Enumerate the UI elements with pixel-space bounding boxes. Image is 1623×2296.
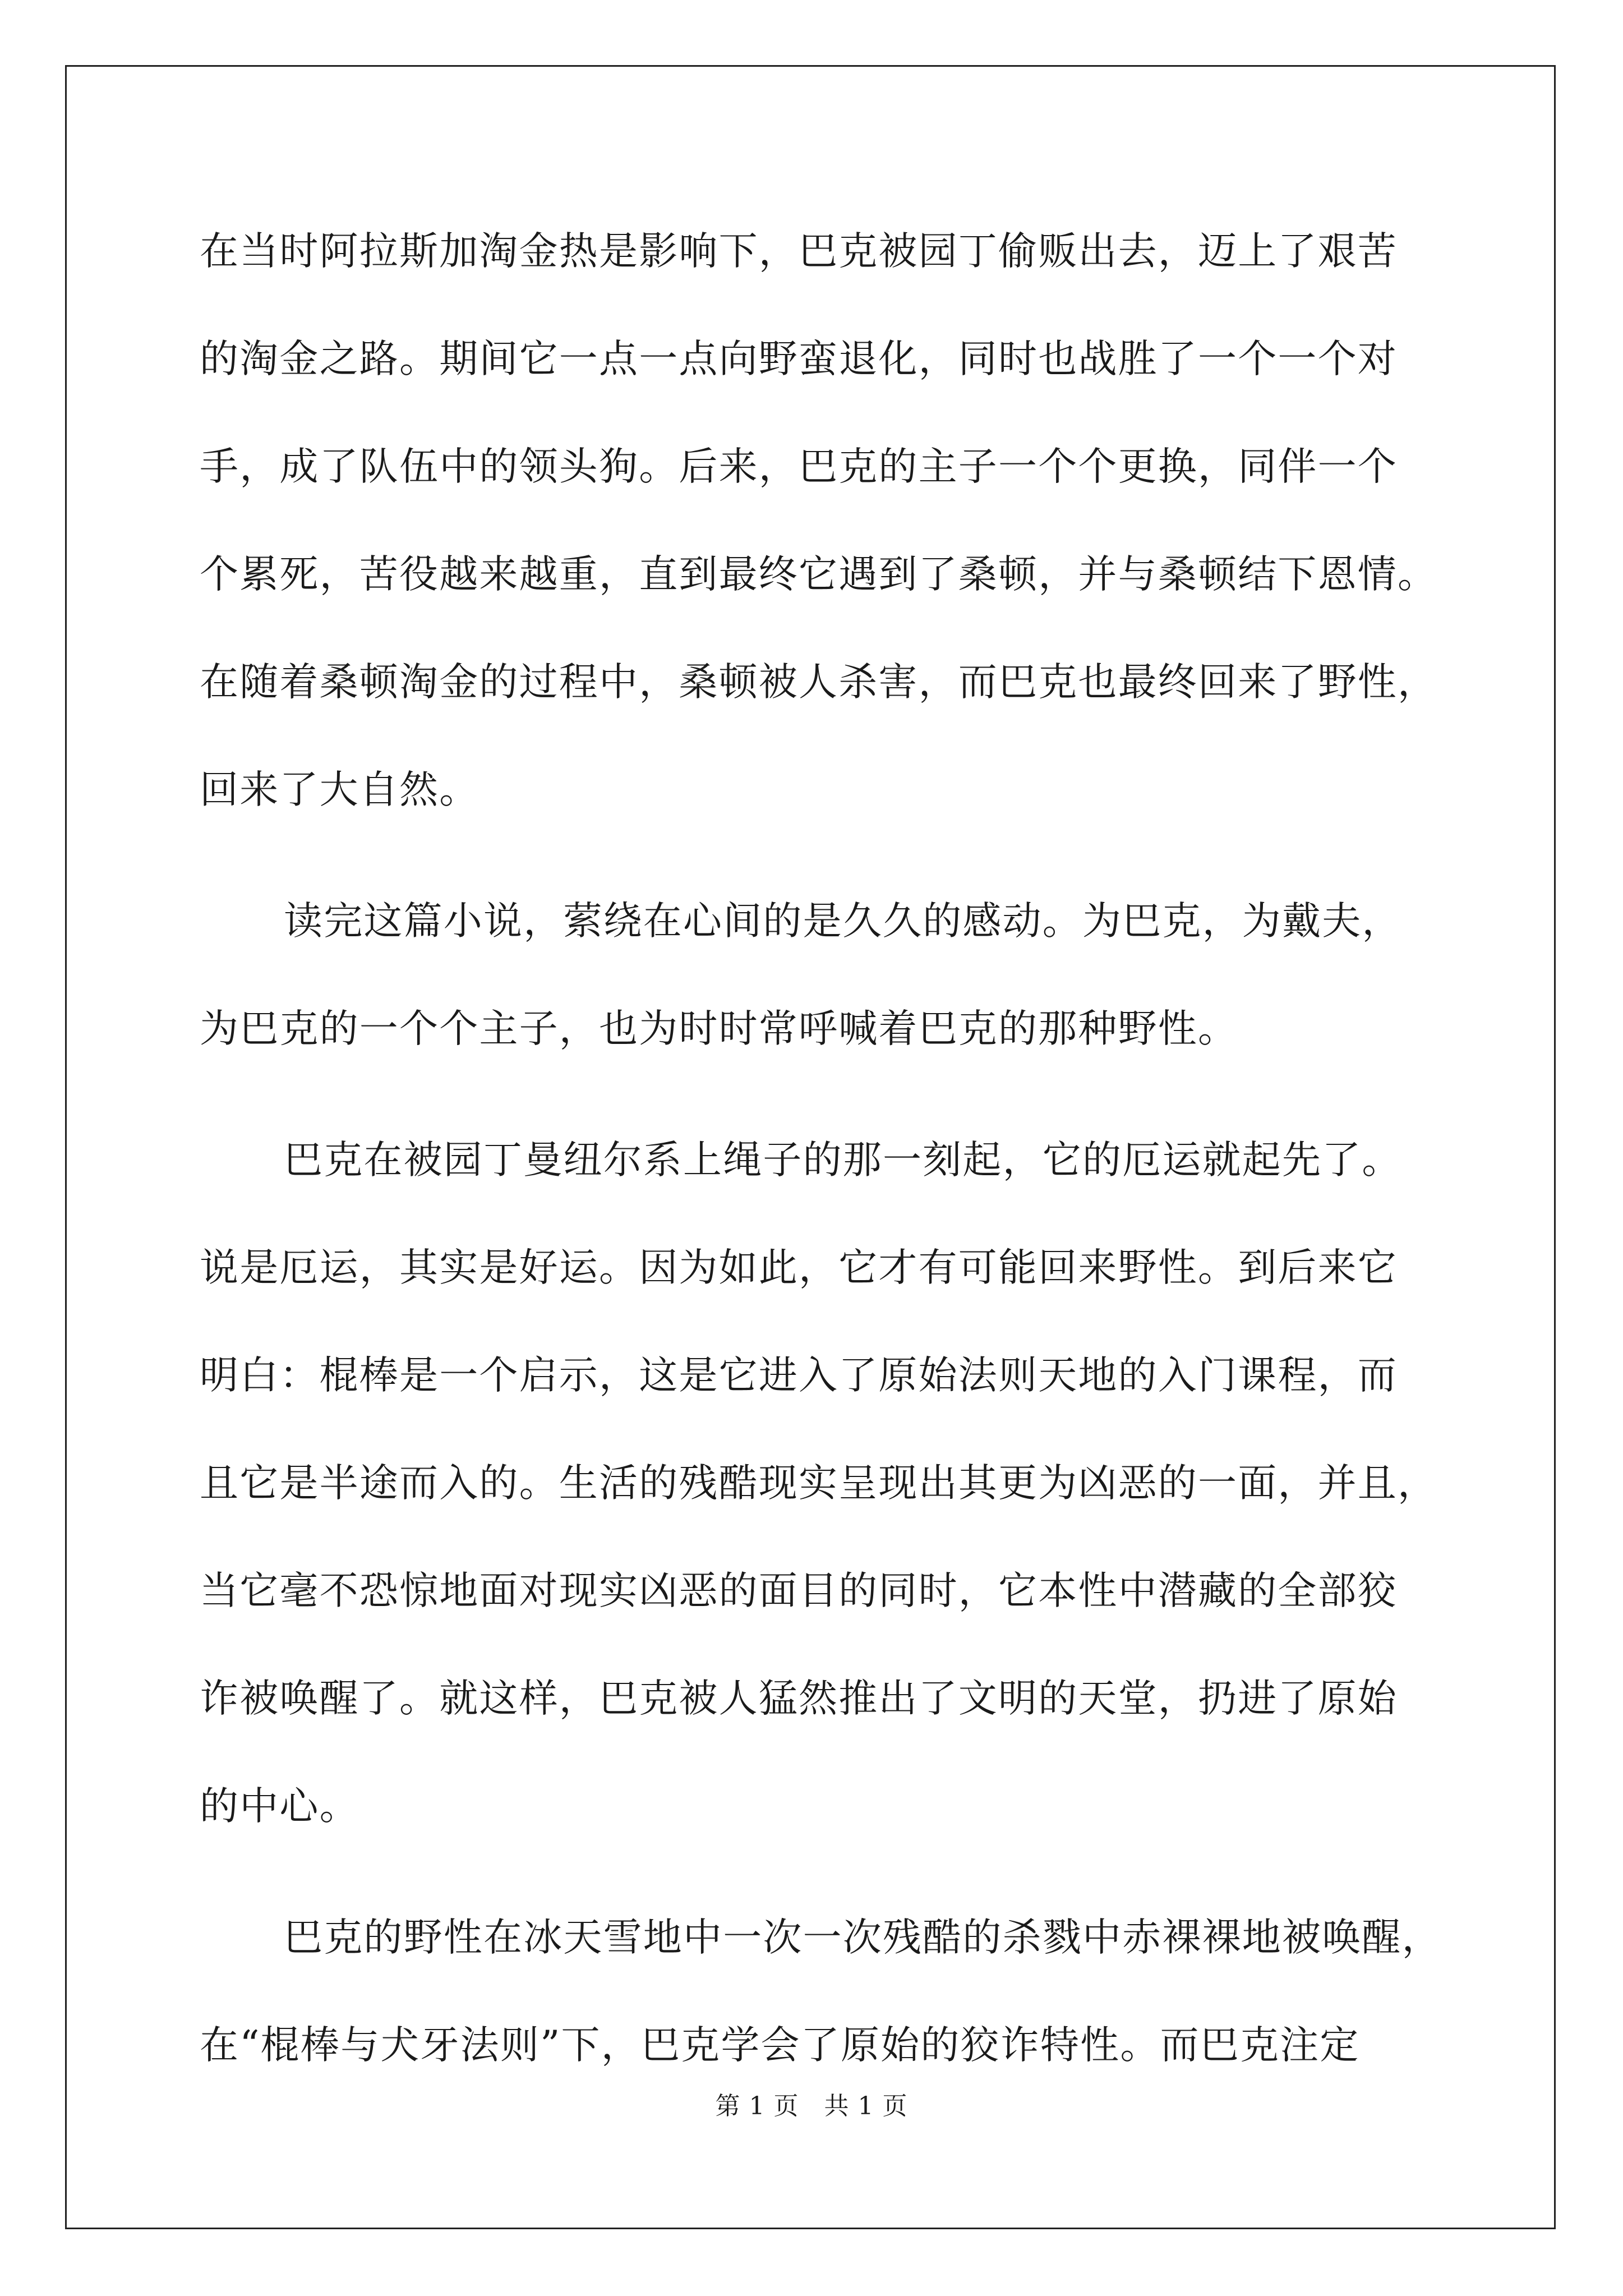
text-line: 在“棍棒与犬牙法则”下，巴克学会了原始的狡诈特性。而巴克注定 <box>200 2023 1360 2068</box>
text-line: 诈被唤醒了。就这样，巴克被人猛然推出了文明的天堂，扔进了原始 <box>200 1676 1398 1721</box>
paragraph-first-line: 巴克在被园丁曼纽尔系上绳子的那一刻起，它的厄运就起先了。 <box>284 1138 1402 1182</box>
paragraph-first-line: 读完这篇小说，萦绕在心间的是久久的感动。为巴克，为戴夫， <box>284 899 1402 944</box>
document-body <box>200 209 1442 2111</box>
text-line: 明白：棍棒是一个启示，这是它进入了原始法则天地的入门课程，而 <box>200 1353 1398 1398</box>
text-line: 当它毫不恐惊地面对现实凶恶的面目的同时，它本性中潜藏的全部狡 <box>200 1568 1398 1613</box>
text-line: 个累死，苦役越来越重，直到最终它遇到了桑顿，并与桑顿结下恩情。 <box>200 552 1438 597</box>
paragraph-first-line: 巴克的野性在冰天雪地中一次一次残酷的杀戮中赤裸裸地被唤醒， <box>284 1915 1442 1960</box>
text-line: 在当时阿拉斯加淘金热是影响下，巴克被园丁偷贩出去，迈上了艰苦 <box>200 229 1398 274</box>
page-number-footer: 第 1 页 共 1 页 <box>715 2092 908 2120</box>
text-line: 的中心。 <box>200 1784 359 1829</box>
text-line: 回来了大自然。 <box>200 767 479 812</box>
text-line: 在随着桑顿淘金的过程中，桑顿被人杀害，而巴克也最终回来了野性， <box>200 660 1438 705</box>
text-line: 手，成了队伍中的领头狗。后来，巴克的主子一个个更换，同伴一个 <box>200 444 1398 489</box>
text-line: 说是厄运，其实是好运。因为如此，它才有可能回来野性。到后来它 <box>200 1245 1398 1290</box>
text-line: 的淘金之路。期间它一点一点向野蛮退化，同时也战胜了一个一个对 <box>200 337 1398 381</box>
text-line: 为巴克的一个个主子，也为时时常呼喊着巴克的那种野性。 <box>200 1006 1238 1051</box>
text-line: 且它是半途而入的。生活的残酷现实呈现出其更为凶恶的一面，并且， <box>200 1461 1438 1506</box>
